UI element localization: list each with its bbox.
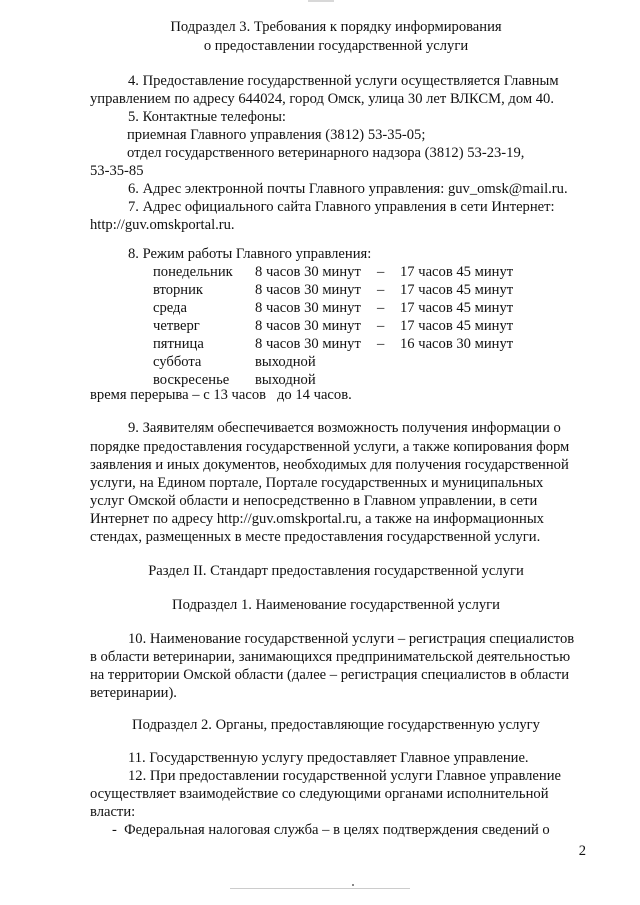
schedule-dash: – — [377, 336, 385, 352]
schedule-to: 16 часов 30 минут — [400, 336, 514, 352]
item7-line1: 7. Адрес официального сайта Главного управления в сети Интернет: — [128, 199, 555, 215]
item12-line: осуществляет взаимодействие со следующими органами исполнительной — [90, 786, 549, 802]
item12-line: власти: — [90, 804, 136, 820]
item10-line: на территории Омской области (далее – регистрация специалистов в области — [90, 667, 570, 683]
schedule-day: понедельник — [153, 264, 233, 280]
schedule-from: 8 часов 30 минут — [255, 336, 361, 352]
schedule-dash: – — [377, 264, 385, 280]
schedule-from: 8 часов 30 минут — [255, 300, 361, 316]
schedule-day: суббота — [153, 354, 202, 370]
schedule-dash: – — [377, 282, 385, 298]
subsection3-title-line1: Подраздел 3. Требования к порядку информирования — [170, 19, 502, 35]
item10-line: 10. Наименование государственной услуги – регистрация специалистов — [128, 631, 575, 647]
item9-line: услуг Омской области и непосредственно в Главном управлении, в сети — [90, 493, 538, 509]
item9-line: услуги, на Едином портале, Портале государственных и муниципальных — [90, 475, 544, 491]
schedule-from: 8 часов 30 минут — [255, 318, 361, 334]
subsection2-title: Подраздел 2. Органы, предоставляющие государственную услугу — [132, 717, 540, 733]
schedule-dash: – — [377, 318, 385, 334]
item4-line2: управлением по адресу 644024, город Омск, улица 30 лет ВЛКСМ, дом 40. — [90, 91, 554, 107]
item10-line: ветеринарии). — [90, 685, 177, 701]
item5-dept-phone-line1: отдел государственного ветеринарного надзора (3812) 53-23-19, — [127, 145, 525, 161]
scan-top-mark — [308, 0, 334, 2]
item8-title: 8. Режим работы Главного управления: — [128, 246, 372, 262]
item4-line1: 4. Предоставление государственной услуги осуществляется Главным — [128, 73, 559, 89]
item11-line: 11. Государственную услугу предоставляет Главное управление. — [128, 750, 529, 766]
item12-line: 12. При предоставлении государственной услуги Главное управление — [128, 768, 562, 784]
subsection3-title-line2: о предоставлении государственной услуги — [203, 38, 469, 54]
item7-website: http://guv.omskportal.ru. — [90, 217, 235, 233]
schedule-to: 17 часов 45 минут — [400, 264, 514, 280]
section2-title: Раздел II. Стандарт предоставления государственной услуги — [148, 563, 524, 579]
item10-line: в области ветеринарии, занимающихся предпринимательской деятельностью — [90, 649, 571, 665]
item5-dept-phone-line2: 53-35-85 — [90, 163, 144, 179]
schedule-from: 8 часов 30 минут — [255, 282, 361, 298]
item5-reception-phone: приемная Главного управления (3812) 53-35-05; — [127, 127, 426, 143]
schedule-dash: – — [377, 300, 385, 316]
schedule-to: 17 часов 45 минут — [400, 300, 514, 316]
scan-bottom-line — [230, 888, 410, 889]
item9-line: стендах, размещенных в месте предоставления государственной услуги. — [90, 529, 541, 545]
item6-email: 6. Адрес электронной почты Главного управления: guv_omsk@mail.ru. — [128, 181, 568, 197]
item12-bullet-fns: - Федеральная налоговая служба – в целях подтверждения сведений о — [112, 822, 550, 838]
schedule-day: четверг — [153, 318, 200, 334]
schedule-from: выходной — [255, 354, 316, 370]
schedule-day: пятница — [153, 336, 204, 352]
item9-line: 9. Заявителям обеспечивается возможность получения информации о — [128, 420, 561, 436]
page-number: 2 — [578, 843, 586, 859]
schedule-to: 17 часов 45 минут — [400, 318, 514, 334]
item9-line: заявления и иных документов, необходимых для получения государственной — [90, 457, 569, 473]
item8-break-time: время перерыва – с 13 часов до 14 часов. — [90, 387, 352, 403]
scan-speck — [352, 884, 354, 886]
item9-line: Интернет по адресу http://guv.omskportal.ru, а также на информационных — [90, 511, 544, 527]
schedule-day: среда — [153, 300, 187, 316]
item5-title: 5. Контактные телефоны: — [128, 109, 286, 125]
subsection1-title: Подраздел 1. Наименование государственной услуги — [172, 597, 500, 613]
schedule-from: 8 часов 30 минут — [255, 264, 361, 280]
schedule-from: выходной — [255, 372, 316, 388]
schedule-day: вторник — [153, 282, 204, 298]
schedule-to: 17 часов 45 минут — [400, 282, 514, 298]
schedule-day: воскресенье — [153, 372, 230, 388]
item9-line: порядке предоставления государственной услуги, а также копирования форм — [90, 439, 570, 455]
